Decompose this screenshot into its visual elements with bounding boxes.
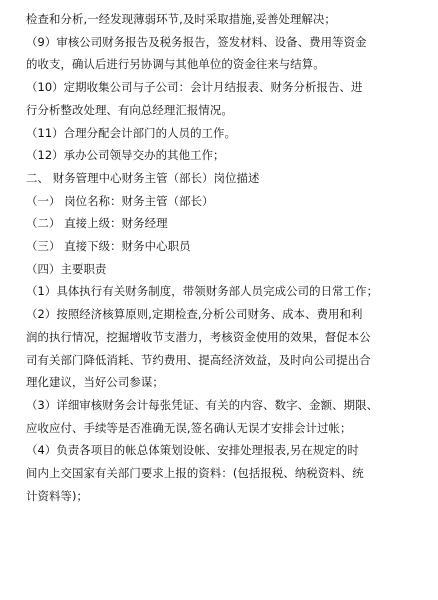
text-line: （四）主要职责 xyxy=(26,261,107,276)
paragraph-item-12 xyxy=(26,144,424,167)
text-line: （10）定期收集公司与子公司：会计月结报表、财务分析报告、进 xyxy=(26,80,363,95)
paragraph-item-11 xyxy=(26,122,424,145)
text-line: （二） 直接上级：财务经理 xyxy=(26,216,168,231)
text-line: （9）审核公司财务报告及税务报告，签发材料、设备、费用等资金 xyxy=(26,34,367,49)
duty-item-2 xyxy=(26,303,424,394)
text-line: 应收应付、手续等是否准确无误,签名确认无误才安排会计过帐； xyxy=(26,420,352,435)
main-duties-heading xyxy=(26,258,424,281)
text-line: 润的执行情况，挖掘增收节支潜力，考核资金使用的效果，督促本公 xyxy=(26,329,371,344)
text-line: 间内上交国家有关部门要求上报的资料：(包括报税、纳税资料、统 xyxy=(26,466,364,481)
text-line: 检查和分析,一经发现薄弱环节,及时采取措施,妥善处理解决； xyxy=(26,12,336,26)
duty-item-3 xyxy=(26,394,424,439)
text-line: （一） 岗位名称：财务主管（部长） xyxy=(26,193,214,208)
text-line: 计资料等)； xyxy=(26,488,88,503)
text-line: 的收支，确认后进行另协调与其他单位的资金往来与结算。 xyxy=(26,57,325,72)
duty-item-1 xyxy=(26,280,424,303)
text-line: 行分析整改处理、有向总经理汇报情况。 xyxy=(26,102,233,117)
text-line: 理化建议，当好公司参谋； xyxy=(26,375,164,390)
text-line: （4）负责各项目的帐总体策划设帐、安排处理报表,另在规定的时 xyxy=(26,443,359,458)
paragraph-item-9 xyxy=(26,31,424,76)
text-line: （2）按照经济核算原则,定期检查,分析公司财务、成本、费用和利 xyxy=(26,307,363,322)
section-heading xyxy=(26,167,424,190)
paragraph-inspection xyxy=(26,8,424,31)
text-line: （3）详细审核财务会计每张凭证、有关的内容、数字、金额、期限、 xyxy=(26,397,379,412)
paragraph-item-10 xyxy=(26,76,424,121)
duty-item-4 xyxy=(26,439,424,507)
position-name xyxy=(26,190,424,213)
text-line: （12）承办公司领导交办的其他工作； xyxy=(26,148,225,163)
text-line: （三） 直接下级：财务中心职员 xyxy=(26,239,191,254)
text-line: （1）具体执行有关财务制度，带领财务部人员完成公司的日常工作； xyxy=(26,284,379,299)
text-line: 二、 财务管理中心财务主管（部长）岗位描述 xyxy=(26,170,260,185)
text-line: （11）合理分配会计部门的人员的工作。 xyxy=(26,125,237,140)
direct-superior xyxy=(26,212,424,235)
text-line: 司有关部门降低消耗、节约费用、提高经济效益，及时向公司提出合 xyxy=(26,352,371,367)
direct-subordinate xyxy=(26,235,424,258)
